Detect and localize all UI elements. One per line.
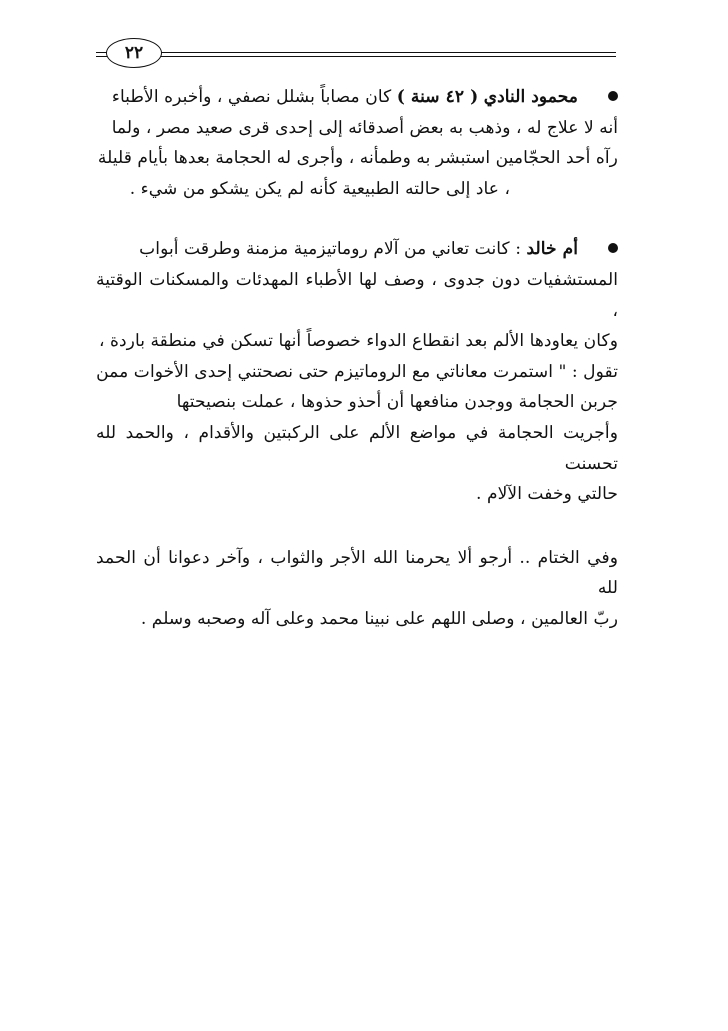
closing-line: وفي الختام .. أرجو ألا يحرمنا الله الأجر والثواب ، وآخر دعوانا أن الحمد لله — [96, 547, 618, 599]
page-header — [96, 38, 616, 68]
header-rule-top — [96, 52, 616, 53]
entry-text-line: حالتي وخفت الآلام . — [476, 484, 618, 505]
entry-name: محمود النادي — [483, 87, 578, 107]
entry-text-line: وكان يعاودها الألم بعد انقطاع الدواء خصوصاً أنها تسكن في منطقة باردة ، — [99, 331, 618, 352]
entry-first-line — [96, 234, 618, 265]
entry-name: أم خالد — [526, 239, 578, 260]
entry-text-line: : كانت تعاني من آلام روماتيزمية مزمنة وطرقت أبواب — [139, 239, 521, 260]
page-body — [96, 82, 618, 635]
entry-text-line: ، عاد إلى حالته الطبيعية كأنه لم يكن يشكو من شيء . — [129, 178, 510, 199]
entry-age: ( ٤٢ سنة ) — [396, 87, 479, 107]
entry-mahmoud — [96, 82, 618, 204]
bullet-icon — [608, 243, 618, 253]
entry-text-line: أنه لا علاج له ، وذهب به بعض أصدقائه إلى إحدى قرى صعيد مصر ، ولما — [111, 117, 618, 138]
entry-umm-khaled — [96, 234, 618, 509]
closing-paragraph — [96, 543, 618, 635]
header-rule-bottom — [96, 56, 616, 57]
entry-text-line: المستشفيات دون جدوى ، وصف لها الأطباء المهدئات والمسكنات الوقتية ، — [96, 269, 618, 321]
entry-text-line: جربن الحجامة ووجدن منافعها أن أحذو حذوها ، عملت بنصيحتها — [176, 392, 618, 413]
entry-text-line: كان مصاباً بشلل نصفي ، وأخبره الأطباء — [111, 87, 392, 107]
closing-line: ربّ العالمين ، وصلى اللهم على نبينا محمد وعلى آله وصحبه وسلم . — [140, 608, 618, 629]
entry-text-line: رآه أحد الحجّامين استبشر به وطمأنه ، وأجرى له الحجامة بعدها بأيام قليلة — [97, 148, 618, 169]
entry-text-line: تقول : " استمرت معاناتي مع الروماتيزم حتى نصحتني إحدى الأخوات ممن — [96, 361, 618, 382]
page-number: ٢٢ — [106, 38, 162, 68]
bullet-icon — [608, 91, 618, 101]
entry-first-line — [96, 82, 618, 113]
entry-text-line: وأجريت الحجامة في مواضع الألم على الركبتين والأقدام ، والحمد لله تحسنت — [96, 422, 618, 474]
